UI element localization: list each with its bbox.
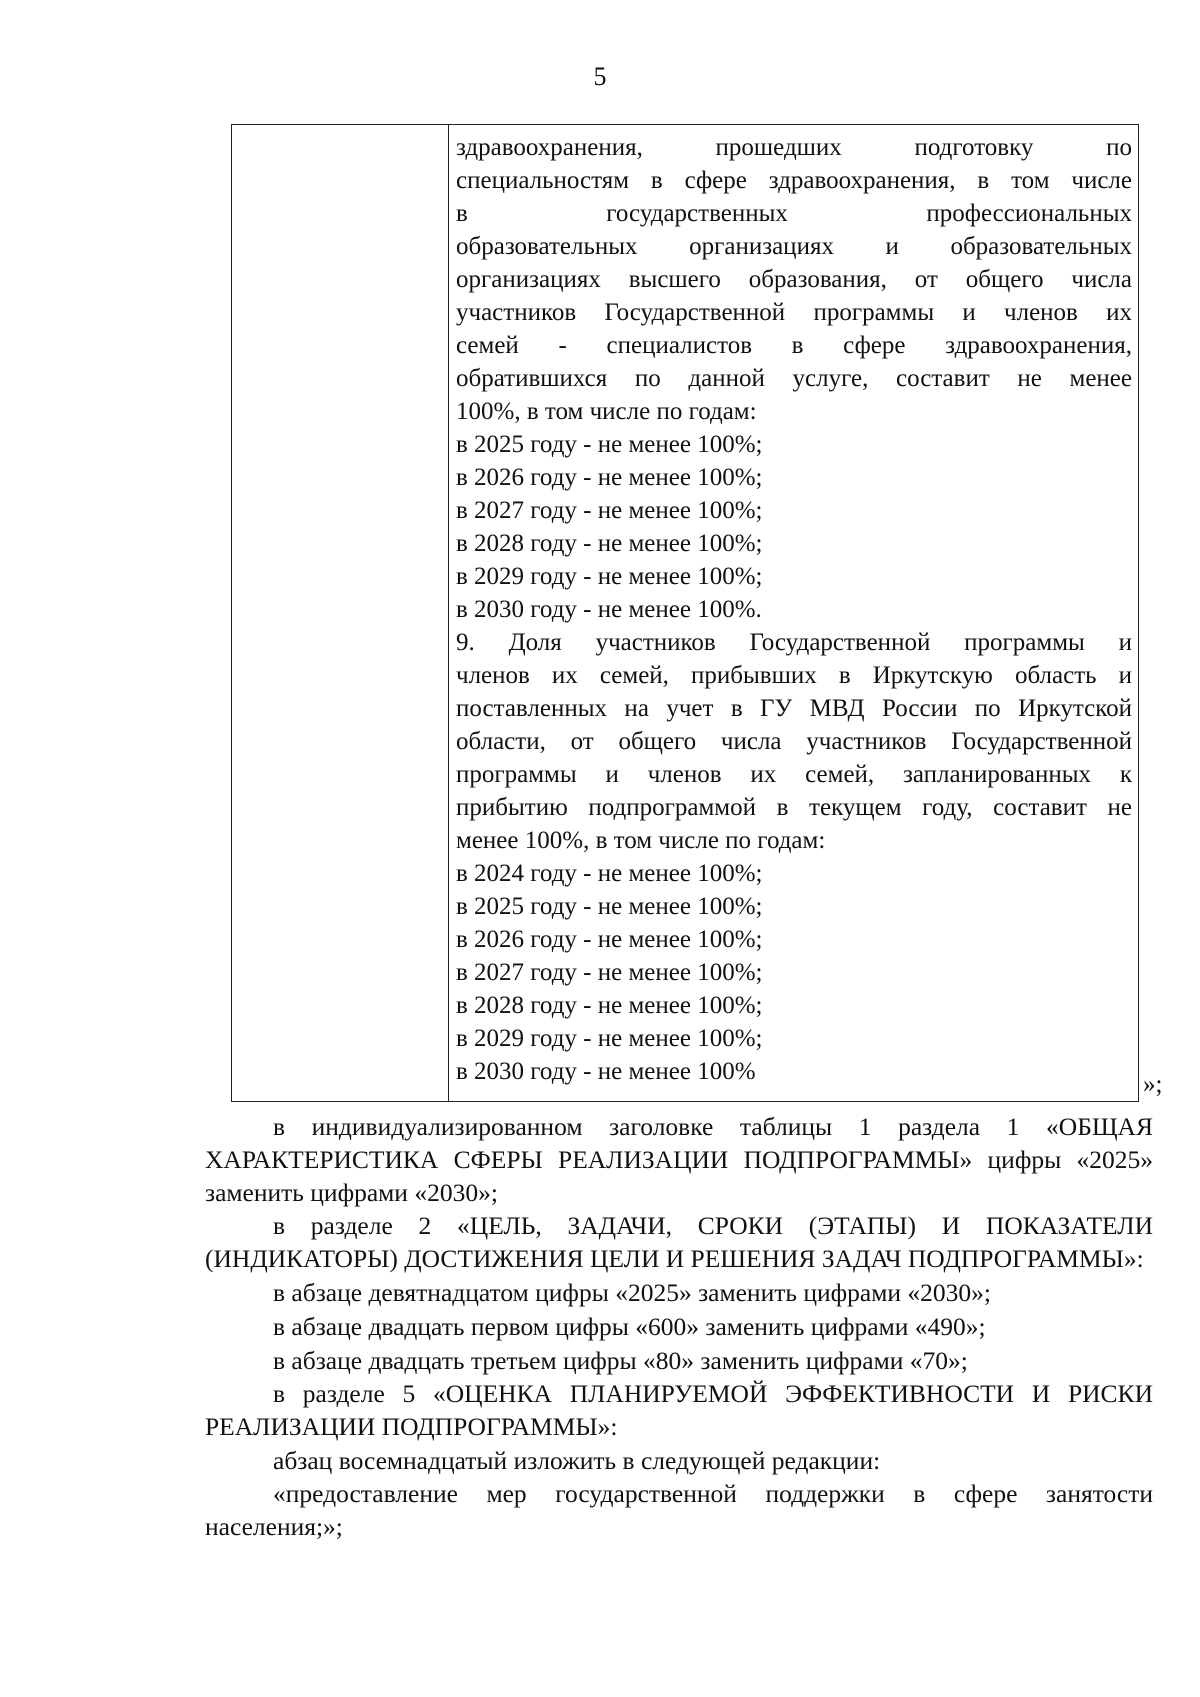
paragraph: в индивидуализированном заголовке таблицы 1 раздела 1 «ОБЩАЯ ХАРАКТЕРИСТИКА СФЕРЫ РЕАЛИЗАЦИИ ПОДПРОГРАММЫ» цифры «2025» заменить цифрами «2030»; bbox=[205, 1112, 1153, 1207]
paragraph: в разделе 5 «ОЦЕНКА ПЛАНИРУЕМОЙ ЭФФЕКТИВНОСТИ И РИСКИ РЕАЛИЗАЦИИ ПОДПРОГРАММЫ»: bbox=[205, 1379, 1153, 1441]
table-line: в 2024 году - не менее 100%; bbox=[456, 860, 763, 887]
table-line: семей - специалистов в сфере здравоохранения, bbox=[456, 332, 1132, 359]
table-line: 9. Доля участников Государственной программы и bbox=[456, 629, 1132, 656]
table-line: в 2030 году - не менее 100%. bbox=[456, 596, 762, 623]
paragraph: в абзаце двадцать третьем цифры «80» заменить цифрами «70»; bbox=[273, 1346, 968, 1375]
paragraph: «предоставление мер государственной поддержки в сфере занятости населения;»; bbox=[205, 1479, 1153, 1541]
table-line: в 2025 году - не менее 100%; bbox=[456, 893, 763, 920]
table-line: программы и членов их семей, запланированных к bbox=[456, 761, 1132, 788]
table-line: в 2026 году - не менее 100%; bbox=[456, 464, 763, 491]
table-line: в 2026 году - не менее 100%; bbox=[456, 926, 763, 953]
table-line: членов их семей, прибывших в Иркутскую область и bbox=[456, 662, 1132, 689]
paragraph: в разделе 2 «ЦЕЛЬ, ЗАДАЧИ, СРОКИ (ЭТАПЫ) И ПОКАЗАТЕЛИ (ИНДИКАТОРЫ) ДОСТИЖЕНИЯ ЦЕЛИ И РЕШЕНИЯ ЗАДАЧ ПОДПРОГРАММЫ»: bbox=[205, 1211, 1153, 1273]
table-line: 100%, в том числе по годам: bbox=[456, 398, 757, 425]
table-line: участников Государственной программы и членов их bbox=[456, 299, 1132, 326]
table-line: в 2029 году - не менее 100%; bbox=[456, 1025, 763, 1052]
table-line: менее 100%, в том числе по годам: bbox=[456, 827, 826, 854]
table-line: организациях высшего образования, от общего числа bbox=[456, 266, 1132, 293]
table-line: в 2029 году - не менее 100%; bbox=[456, 563, 763, 590]
paragraph: в абзаце девятнадцатом цифры «2025» заменить цифрами «2030»; bbox=[273, 1278, 991, 1307]
page-number: 5 bbox=[593, 62, 607, 91]
table-line: в 2027 году - не менее 100%; bbox=[456, 497, 763, 524]
table-line: в 2025 году - не менее 100%; bbox=[456, 431, 763, 458]
table-line: здравоохранения, прошедших подготовку по bbox=[456, 134, 1132, 161]
paragraph: абзац восемнадцатый изложить в следующей редакции: bbox=[273, 1446, 881, 1475]
table-line: специальностям в сфере здравоохранения, в том числе bbox=[456, 167, 1132, 194]
table-column-divider bbox=[448, 125, 449, 1101]
program-table bbox=[231, 124, 1139, 1102]
table-line: в государственных профессиональных bbox=[456, 200, 1132, 227]
table-line: прибытию подпрограммой в текущем году, составит не bbox=[456, 794, 1132, 821]
table-line: в 2028 году - не менее 100%; bbox=[456, 992, 763, 1019]
table-line: в 2028 году - не менее 100%; bbox=[456, 530, 763, 557]
table-line: образовательных организациях и образовательных bbox=[456, 233, 1132, 260]
table-line: в 2027 году - не менее 100%; bbox=[456, 959, 763, 986]
closing-quote: »; bbox=[1143, 1071, 1163, 1098]
table-cell-left bbox=[232, 125, 448, 1101]
paragraph: в абзаце двадцать первом цифры «600» заменить цифрами «490»; bbox=[273, 1312, 986, 1341]
document-body bbox=[205, 1110, 1153, 1543]
table-line: обратившихся по данной услуге, составит не менее bbox=[456, 365, 1132, 392]
table-line: поставленных на учет в ГУ МВД России по Иркутской bbox=[456, 695, 1132, 722]
table-line: в 2030 году - не менее 100% bbox=[456, 1058, 756, 1085]
table-line: области, от общего числа участников Государственной bbox=[456, 728, 1132, 755]
table-cell-right bbox=[456, 131, 1132, 1088]
